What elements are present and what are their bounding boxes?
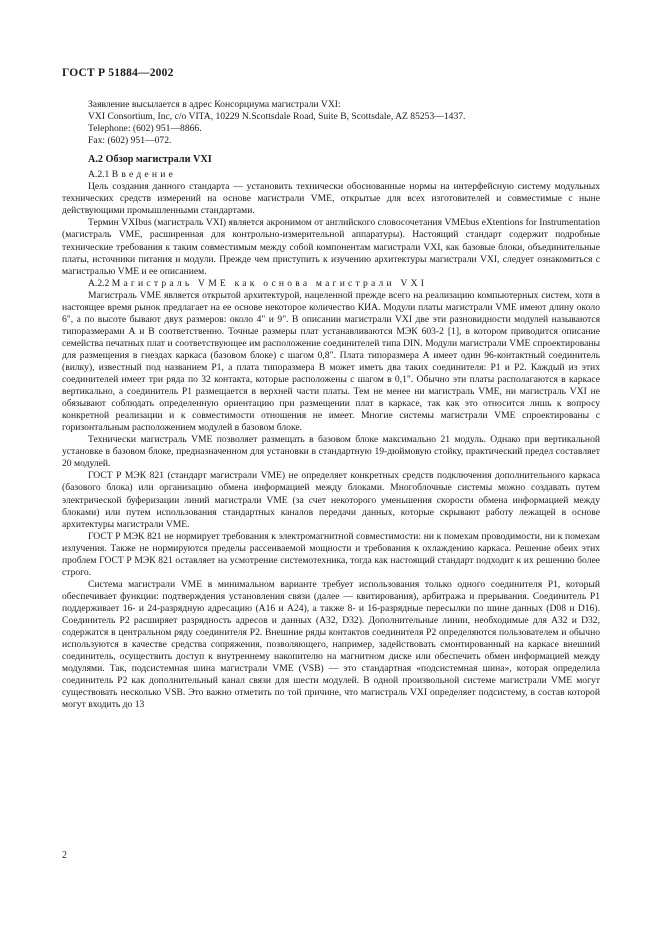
section-heading: А.2 Обзор магистрали VXI [88, 154, 212, 166]
contact-address: VXI Consortium, Inc, c/o VITA, 10229 N.Scottsdale Road, Suite B, Scottsdale, AZ 85253—1437. [88, 111, 466, 123]
paragraph: Термин VXIbus (магистраль VXI) является акронимом от английского словосочетания VMEbus eXtentions for Instrumentation (магистраль VME, расширенная для контрольно-измерительной аппаратуры). Настоящий стандарт содержит подробные технические требования к таким совместимым между собой компонентам магистрали VXI, как базовые блоки, объединительные платы, источники питания и модули. Прежде чем приступить к изучению архитектуры магистрали VXI, следует ознакомиться с магистралью VME и ее описанием. [62, 217, 600, 277]
subsection-number: А.2.1 [88, 169, 110, 181]
contact-fax: Fax: (602) 951—072. [88, 135, 172, 147]
paragraph: Система магистрали VME в минимальном варианте требует использования только одного соединителя P1, который обеспечивает функции: подтверждения установления связи (далее — квитирования), арбитража и прерывания. Соединитель P1 поддерживает 16- и 24-разрядную адресацию (A16 и A24), а также 8- и 16-разрядные пересылки по шине данных (D08 и D16). Соединитель P2 расширяет разрядность адресов и данных (A32, D32). Дополнительные линии, необходимые для A32 и D32, содержатся в центральном ряду соединителя P2. Внешние ряды контактов соединителя P2 определяются пользователем и обычно используются в качестве средства сопряжения, позволяющего, например, задействовать смонтированный на каркасе внешний соединитель, осуществить доступ к внутреннему накопителю на магнитном диске или обеспечить обмен информацией между модулями. Так, подсистемная шина магистрали VME (VSB) — это стандартная «подсистемная шина», которая определила соединитель P2 как дополнительный канал связи для шести модулей. В одной произвольной системе магистрали VME могут существовать несколько VSB. Это важно отметить по той причине, что магистраль VXI определяет подсистему, в состав которой могут входить до 13 [62, 578, 600, 711]
subsection-heading-2 [62, 278, 600, 290]
subsection-heading-1 [62, 169, 600, 181]
subsection-number: А.2.2 [88, 277, 110, 289]
document-header: ГОСТ Р 51884—2002 [62, 67, 174, 79]
subsection-title: Магистраль VME как основа магистрали VXI [111, 277, 428, 289]
page-number: 2 [62, 850, 67, 861]
subsection-title: Введение [111, 169, 177, 181]
contact-block [62, 99, 600, 147]
paragraph: Технически магистраль VME позволяет размещать в базовом блоке максимально 21 модуль. Однако при вертикальной установке в базовом блоке, предназначенном для установки в стандартную 19-дюймовую стойку, практический предел составляет 20 модулей. [62, 434, 600, 470]
paragraph: ГОСТ Р МЭК 821 (стандарт магистрали VME) не определяет конкретных средств подключения дополнительного каркаса (базового блока) или организацию обмена информацией между блоками. Многоблочные системы можно создавать путем электрической буферизации линий магистрали VME (за счет некоторого уменьшения скорости обмена информацией между блоками) или путем использования стандартных каналов передачи данных, которые скрывают работу лежащей в основе архитектуры магистрали VME. [62, 470, 600, 530]
page-body [62, 99, 600, 711]
contact-telephone: Telephone: (602) 951—8866. [88, 123, 202, 135]
contact-intro: Заявление высылается в адрес Консорциума магистрали VXI: [88, 99, 341, 110]
paragraph: Магистраль VME является открытой архитектурой, нацеленной прежде всего на реализацию компьютерных систем, хотя в настоящее время рынок предлагает на ее основе некоторое количество КИА. Модули платы магистрали VME имеют длину около 6", а по высоте бывают двух размеров: около 4" и 9". В описании магистрали VXI две эти разновидности модулей называются типоразмерами А и В соответственно. Точные размеры плат устанавливаются МЭК 603-2 [1], в котором приводится описание семейства печатных плат и соответствующее им расположение соединителей типа DIN. Модули магистрали VME спроектированы для размещения в гнездах каркаса (базовом блоке) с шагом 0,8". Плата типоразмера А имеет один 96-контактный соединитель (вилку), известный под названием P1, а плата типоразмера В может иметь два таких соединителя: P1 и P2. Каждый из этих соединителей имеет три ряда по 32 контакта, которые расположены с шагом в 0,1". Обычно эти платы располагаются в каркасе вертикально, а соединитель P1 размещается в верхней части платы. Тем не менее ни магистраль VME, ни магистраль VXI не обязывают соблюдать определенную ориентацию при размещении плат в каркасе, так как это относится лишь к вопросу конкретной реализации и к совместимости отношения не имеет. Многие системы магистрали VME спроектированы с горизонтальным расположением модулей в базовом блоке. [62, 289, 600, 434]
paragraph: Цель создания данного стандарта — установить технически обоснованные нормы на интерфейсную систему модульных технических средств измерений на основе магистрали VME, открытые для всех изготовителей и совместимые с ныне действующими промышленными стандартами. [62, 181, 600, 217]
paragraph: ГОСТ Р МЭК 821 не нормирует требования к электромагнитной совместимости: ни к помехам проводимости, ни к помехам излучения. Также не нормируются пределы рассеиваемой мощности и требования к охлаждению каркаса. Решение обеих этих проблем ГОСТ Р МЭК 821 оставляет на усмотрение системотехника, тогда как настоящий стандарт подходит к их решению более строго. [62, 530, 600, 578]
